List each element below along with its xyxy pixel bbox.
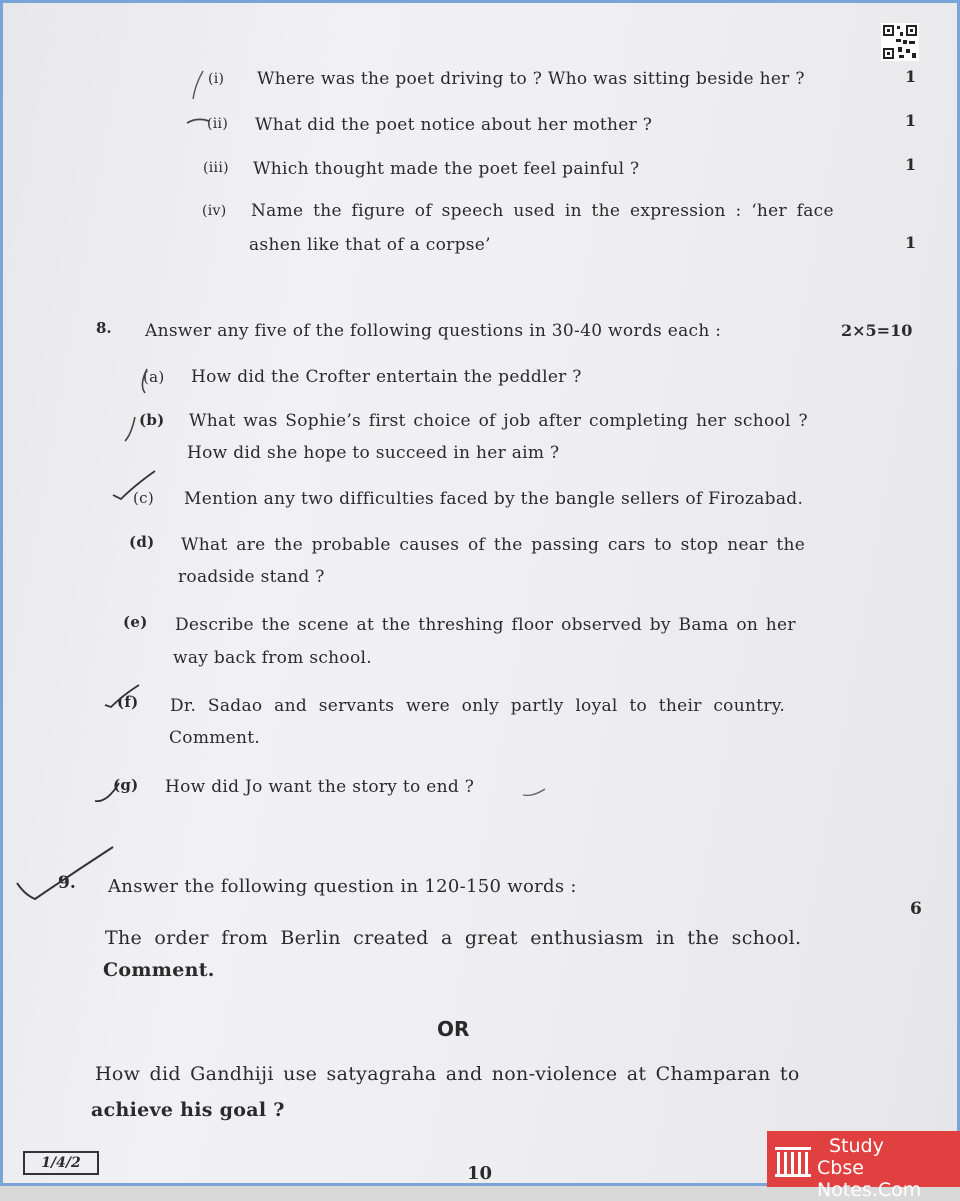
q7-iii-label: (iii) bbox=[203, 160, 229, 176]
q7-iii-text: Which thought made the poet feel painful ? bbox=[253, 159, 640, 179]
building-icon bbox=[773, 1141, 813, 1179]
q9-number: 9. bbox=[58, 873, 76, 893]
paper-code: 1/4/2 bbox=[23, 1151, 99, 1175]
tick-mark-icon bbox=[189, 69, 209, 101]
q7-i-marks: 1 bbox=[905, 67, 917, 86]
q9-option1-line2: Comment. bbox=[103, 959, 215, 981]
tick-mark-icon bbox=[13, 843, 117, 903]
q8-f-label: (f) bbox=[117, 693, 139, 711]
q9-marks: 6 bbox=[910, 899, 922, 919]
tick-mark-icon bbox=[137, 367, 157, 397]
tick-mark-icon bbox=[121, 413, 145, 443]
q8-e-line2: way back from school. bbox=[173, 648, 372, 668]
q8-e-line1: Describe the scene at the threshing floor observed by Bama on her bbox=[175, 615, 796, 635]
q8-g-line1: How did Jo want the story to end ? bbox=[165, 777, 475, 797]
q7-iii-marks: 1 bbox=[905, 155, 917, 174]
q9-option2-line2: achieve his goal ? bbox=[91, 1099, 285, 1121]
q8-b-line2: How did she hope to succeed in her aim ? bbox=[187, 443, 560, 463]
q9-option2-line1: How did Gandhiji use satyagraha and non-violence at Champaran to bbox=[95, 1063, 800, 1085]
q8-f-line2: Comment. bbox=[169, 728, 261, 748]
q8-e-label: (e) bbox=[123, 613, 148, 631]
q7-ii-marks: 1 bbox=[905, 111, 917, 130]
logo-line1: Study bbox=[829, 1135, 884, 1157]
q8-d-line1: What are the probable causes of the passing cars to stop near the bbox=[181, 535, 806, 555]
q8-d-label: (d) bbox=[129, 533, 155, 551]
q7-iv-text-line2: ashen like that of a corpse’ bbox=[249, 235, 491, 255]
q7-ii-label: (ii) bbox=[207, 116, 229, 132]
logo-line2: Cbse Notes.Com bbox=[817, 1157, 922, 1201]
q8-a-line1: How did the Crofter entertain the peddler ? bbox=[191, 367, 582, 387]
q8-a-label: (a) bbox=[143, 368, 165, 386]
qr-code-icon bbox=[881, 23, 919, 61]
q8-f-line1: Dr. Sadao and servants were only partly loyal to their country. bbox=[170, 696, 786, 716]
q7-iv-label: (iv) bbox=[202, 203, 227, 219]
q8-d-line2: roadside stand ? bbox=[178, 567, 325, 587]
tick-mark-icon bbox=[185, 113, 211, 127]
q8-g-label: (g) bbox=[113, 776, 139, 794]
tick-mark-icon bbox=[111, 469, 159, 503]
q7-i-label: (i) bbox=[208, 71, 225, 87]
q8-b-label: (b) bbox=[139, 411, 165, 429]
page-number: 10 bbox=[467, 1163, 493, 1184]
tick-mark-icon bbox=[521, 785, 547, 801]
studycbsenotes-logo bbox=[767, 1131, 960, 1201]
q7-i-text: Where was the poet driving to ? Who was sitting beside her ? bbox=[257, 69, 805, 89]
q7-ii-text: What did the poet notice about her mother ? bbox=[255, 115, 653, 135]
q8-instruction: Answer any five of the following questions in 30-40 words each : bbox=[145, 321, 722, 341]
q8-b-line1: What was Sophie’s first choice of job after completing her school ? bbox=[189, 411, 808, 431]
q9-option1-line1: The order from Berlin created a great enthusiasm in the school. bbox=[105, 927, 802, 949]
tick-mark-icon bbox=[93, 779, 123, 805]
q7-iv-marks: 1 bbox=[905, 233, 917, 252]
q8-marks: 2×5=10 bbox=[841, 321, 913, 340]
tick-mark-icon bbox=[103, 683, 143, 713]
q8-c-line1: Mention any two difficulties faced by the bangle sellers of Firozabad. bbox=[184, 489, 804, 509]
q7-iv-text-line1: Name the figure of speech used in the expression : ‘her face bbox=[251, 201, 834, 221]
q9-instruction: Answer the following question in 120-150 words : bbox=[108, 876, 577, 897]
q9-or: OR bbox=[437, 1017, 470, 1041]
q8-number: 8. bbox=[96, 319, 112, 337]
q8-c-label: (c) bbox=[133, 489, 155, 507]
